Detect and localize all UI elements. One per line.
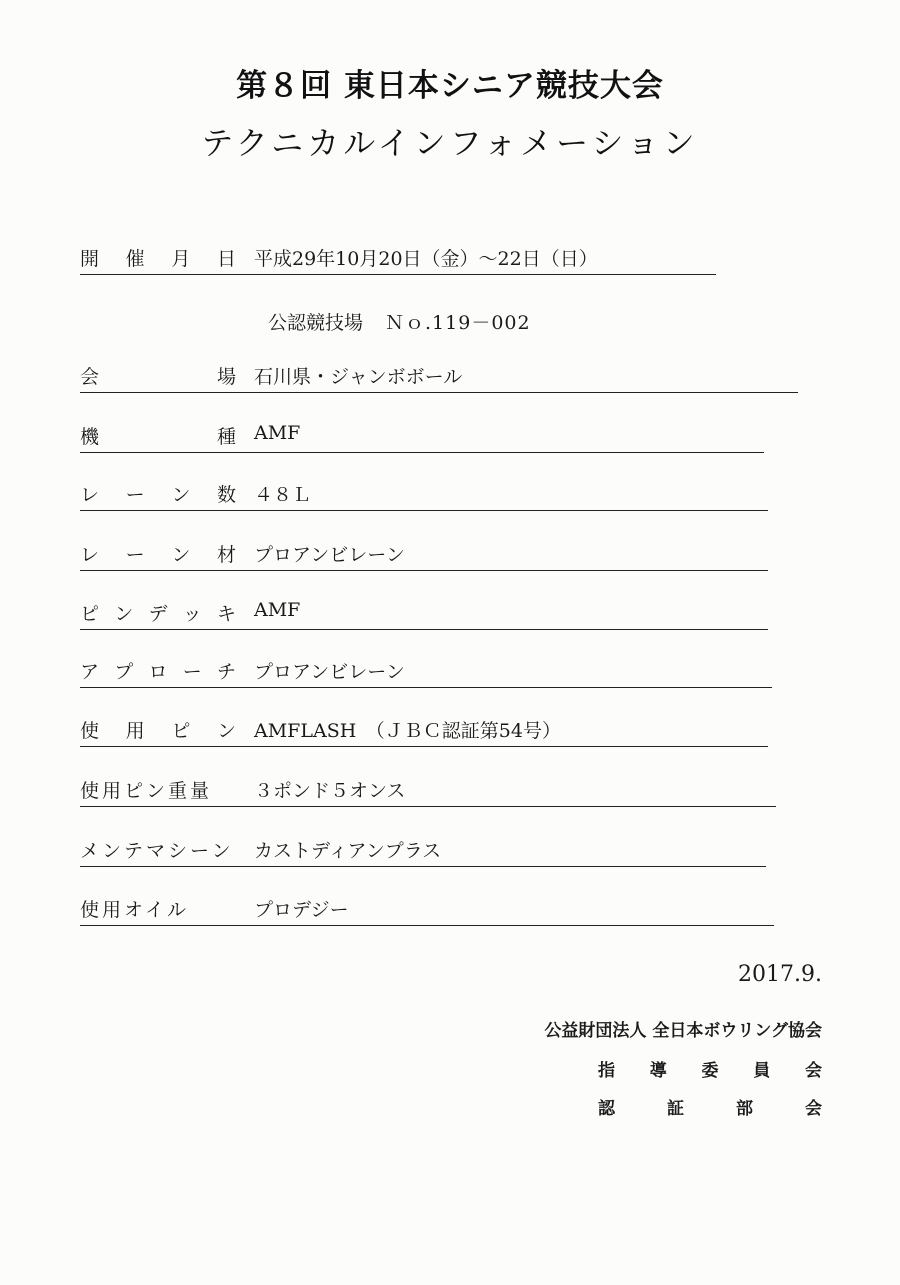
- org-char: 部: [736, 1099, 753, 1119]
- label-char: 場: [216, 366, 236, 388]
- label-char: 用: [125, 720, 145, 742]
- org-char: 会: [805, 1099, 822, 1119]
- venue-label: [80, 362, 236, 389]
- machine-type-row: [80, 422, 764, 453]
- label-char: ー: [125, 544, 145, 566]
- label-char: 催: [125, 248, 145, 270]
- pin-weight-label: [80, 776, 236, 803]
- pin-weight-value: ３ポンド５オンス: [254, 780, 406, 802]
- label-char: 会: [80, 366, 100, 388]
- label-char: 日: [216, 248, 236, 270]
- label-char: ア: [80, 661, 100, 683]
- label-char: 使: [80, 720, 100, 742]
- org-char: 委: [701, 1061, 719, 1081]
- label-char: ピ: [80, 603, 100, 625]
- label-char: 種: [216, 426, 236, 448]
- label-char: レ: [80, 544, 100, 566]
- organization-name: 公益財団法人 全日本ボウリング協会: [544, 1021, 822, 1041]
- event-date-value: 平成29年10月20日（金）～22日（日）: [254, 248, 598, 270]
- org-char: 員: [753, 1061, 771, 1081]
- oil-used-label: [80, 895, 236, 922]
- label-char: ン: [171, 484, 191, 506]
- label-char: ピ: [171, 720, 191, 742]
- pin-weight-row: [80, 776, 776, 807]
- certified-venue: [268, 308, 531, 335]
- label-char: メンテマシーン: [80, 840, 234, 862]
- label-char: 開: [80, 248, 100, 270]
- org-char: 導: [649, 1061, 667, 1081]
- lane-material-value: プロアンビレーン: [254, 544, 405, 566]
- label-char: 月: [171, 248, 191, 270]
- label-char: 使用オイル: [80, 899, 190, 921]
- label-char: チ: [216, 661, 236, 683]
- event-date-label: [80, 244, 236, 271]
- committee-name: [598, 1056, 822, 1081]
- section-name: [598, 1094, 822, 1119]
- label-char: 材: [216, 544, 236, 566]
- label-char: ン: [171, 544, 191, 566]
- event-date-row: [80, 244, 716, 275]
- lane-material-row: [80, 540, 768, 571]
- label-char: ン: [216, 720, 236, 742]
- label-char: 機: [80, 426, 100, 448]
- lane-count-row: [80, 480, 768, 511]
- label-char: ン: [114, 603, 134, 625]
- org-char: 指: [598, 1061, 615, 1081]
- label-char: ー: [125, 484, 145, 506]
- label-char: ー: [182, 661, 202, 683]
- oil-used-value: プロデジー: [254, 899, 349, 921]
- oil-used-row: [80, 895, 774, 926]
- label-char: レ: [80, 484, 100, 506]
- maintenance-machine-value: カストディアンプラス: [254, 840, 442, 862]
- issue-date: 2017.9.: [738, 962, 822, 987]
- pin-deck-label: [80, 599, 236, 626]
- pin-deck-value: AMF: [254, 599, 301, 621]
- machine-type-value: AMF: [254, 422, 301, 444]
- pins-used-row: [80, 716, 768, 747]
- lane-material-label: [80, 540, 236, 567]
- approach-row: [80, 657, 772, 688]
- label-char: 使用ピン重量: [80, 780, 213, 802]
- document-subtitle: テクニカルインフォメーション: [201, 124, 699, 162]
- lane-count-value: ４８Ｌ: [254, 484, 312, 506]
- lane-count-label: [80, 480, 236, 507]
- org-char: 証: [667, 1099, 684, 1119]
- certified-venue-label: 公認競技場: [268, 312, 364, 334]
- machine-type-label: [80, 422, 236, 449]
- label-char: プ: [114, 661, 134, 683]
- maintenance-machine-row: [80, 836, 766, 867]
- pin-deck-row: [80, 599, 768, 630]
- label-char: ロ: [148, 661, 168, 683]
- org-char: 会: [805, 1061, 822, 1081]
- venue-row: [80, 362, 798, 393]
- pins-used-value: AMFLASH （ＪＢＣ認証第54号）: [254, 720, 561, 742]
- label-char: 数: [216, 484, 236, 506]
- event-title: 第８回 東日本シニア競技大会: [236, 68, 664, 104]
- maintenance-machine-label: [80, 836, 236, 863]
- pins-used-label: [80, 716, 236, 743]
- approach-label: [80, 657, 236, 684]
- approach-value: プロアンビレーン: [254, 661, 405, 683]
- label-char: キ: [216, 603, 236, 625]
- label-char: ッ: [182, 603, 202, 625]
- certified-venue-number: Ｎｏ.119－002: [385, 312, 531, 334]
- label-char: デ: [148, 603, 168, 625]
- venue-value: 石川県・ジャンボボール: [254, 366, 463, 388]
- org-char: 認: [598, 1099, 615, 1119]
